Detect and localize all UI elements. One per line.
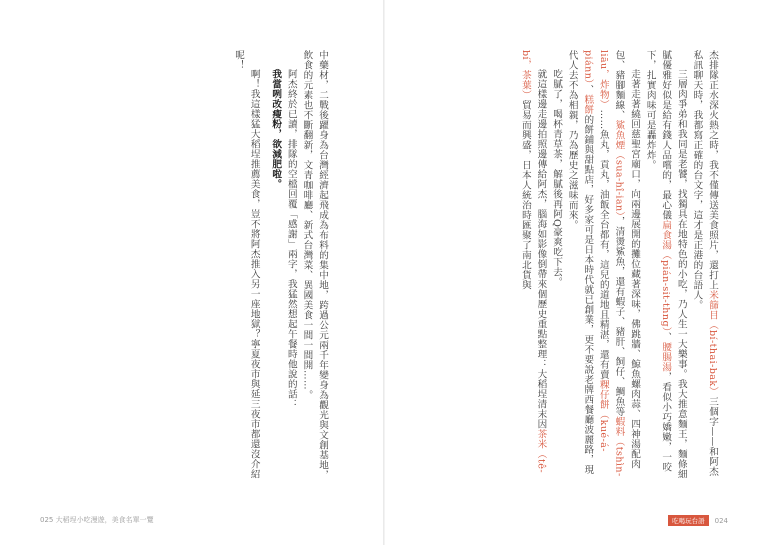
right-paragraph — [689, 50, 720, 482]
highlighted-term: （tshìn-liāu，炸物） — [597, 50, 625, 477]
body-text: 中藥材，二戰後躍身為台灣經濟起飛成為布料的集中地，跨過公元兩千年變身為觀光與文創基地，飲食的元素也不斷翻新，文青咖啡廳、新式台灣菜、異國美食一間一間開……。 — [301, 50, 328, 480]
left-paragraph — [230, 50, 261, 482]
section-tag: 吃喝玩台語 — [668, 515, 709, 526]
highlighted-term: 糕餅 — [582, 94, 594, 115]
right-paragraph — [564, 50, 642, 482]
right-page-text — [376, 50, 720, 482]
highlighted-term: 扁食湯 — [660, 220, 672, 250]
body-text: 三個字——和阿杰私訊聊天時，我都寫正確的台文字，這才是正港的台語人。 — [691, 50, 718, 477]
highlighted-term: （kué-á-piánn） — [582, 50, 609, 452]
right-paragraph — [548, 50, 564, 482]
right-paragraph — [517, 50, 548, 482]
highlighted-term: （sua-hî-ian） — [613, 150, 625, 217]
body-text: 吃膩了，喝杯青草茶，解膩後再阿Q豪爽吃下去。 — [551, 69, 563, 288]
body-text: 、 — [582, 84, 594, 95]
body-text: 、 — [660, 332, 672, 343]
body-text: ，看似小巧嬌嫩，一咬下，扎實肉味可是轟炸炸。 — [644, 50, 672, 473]
left-paragraph — [299, 50, 330, 482]
body-text: 走著走著繞回慈聖宮廟口，向兩邊展開的攤位藏著深味，佛跳牆、鯨魚螺肉蒜、四神湯配肉包、豬腳麵線、 — [613, 50, 641, 470]
highlighted-term: （pián-sit-thng） — [660, 250, 672, 333]
body-text: 啊！我這樣猛大稻埕推薦美食，豈不將阿杰推入另一座地獄？寧夏夜市與延三夜市都還沒介紹呢！ — [233, 50, 260, 480]
body-text: 貿易而興盛，日本人統治時匯聚了南北貨與 — [519, 100, 531, 291]
body-text: 的餅鋪與甜點店，好多家可是日本時代就已創業，更不要說老牌西餐廳波麗路，現代人去不為相親，乃為歷史之滋味而來。 — [566, 50, 594, 475]
highlighted-term: （bí-thai-bak） — [707, 320, 718, 397]
highlighted-term: 腰腸湯 — [660, 342, 672, 373]
highlighted-term: 茶米 — [535, 429, 547, 450]
highlighted-term: 蝦料 — [613, 416, 625, 437]
right-page-footer — [668, 515, 728, 526]
left-page-footer — [40, 515, 154, 525]
right-paragraph — [642, 50, 689, 482]
body-text: 就這樣邊走邊拍照邊傳給阿杰，腦海如影像倒帶來個歷史重點整理：大稻埕清末因 — [535, 69, 547, 430]
left-footer-text: 025 大稻埕小吃漫遊，美食名單一覽 — [40, 516, 154, 524]
highlighted-term: （tê-bí，茶葉） — [519, 50, 547, 474]
left-paragraph — [268, 50, 284, 482]
highlighted-term: 粿仔餅 — [597, 379, 609, 410]
dialogue-line: 我當咧改瘦粉，欲減肥啦。 — [270, 69, 282, 190]
left-paragraph — [283, 50, 299, 482]
body-text: 三層肉爭弟和我同是老饕，找獨具在地特色的小吃，乃人生一大樂事。我大推意麵王，麵條細膩優雅好似是給有錢人品嚐的，最心儀 — [660, 50, 687, 480]
body-text: ……魚丸，貢丸，油飯全台都有，這兒的道地且精湛，還有賣 — [597, 109, 609, 380]
page-number: 024 — [714, 516, 728, 525]
left-page-text — [60, 50, 330, 482]
highlighted-term: 鯊魚煙 — [613, 120, 625, 150]
highlighted-term: 米篩目 — [707, 290, 718, 320]
body-text: 杰排隊正水深火熱之時，我不僅傳送美食照片，還打上 — [707, 50, 718, 290]
body-text: 阿杰終於已讀，排隊的空檔回覆「感謝」兩字，我猛然想起午餐時他說的話： — [285, 69, 297, 410]
body-text: ，清燙鯊魚，還有蝦子、豬肝、飼仔、鯛魚等 — [613, 216, 625, 417]
